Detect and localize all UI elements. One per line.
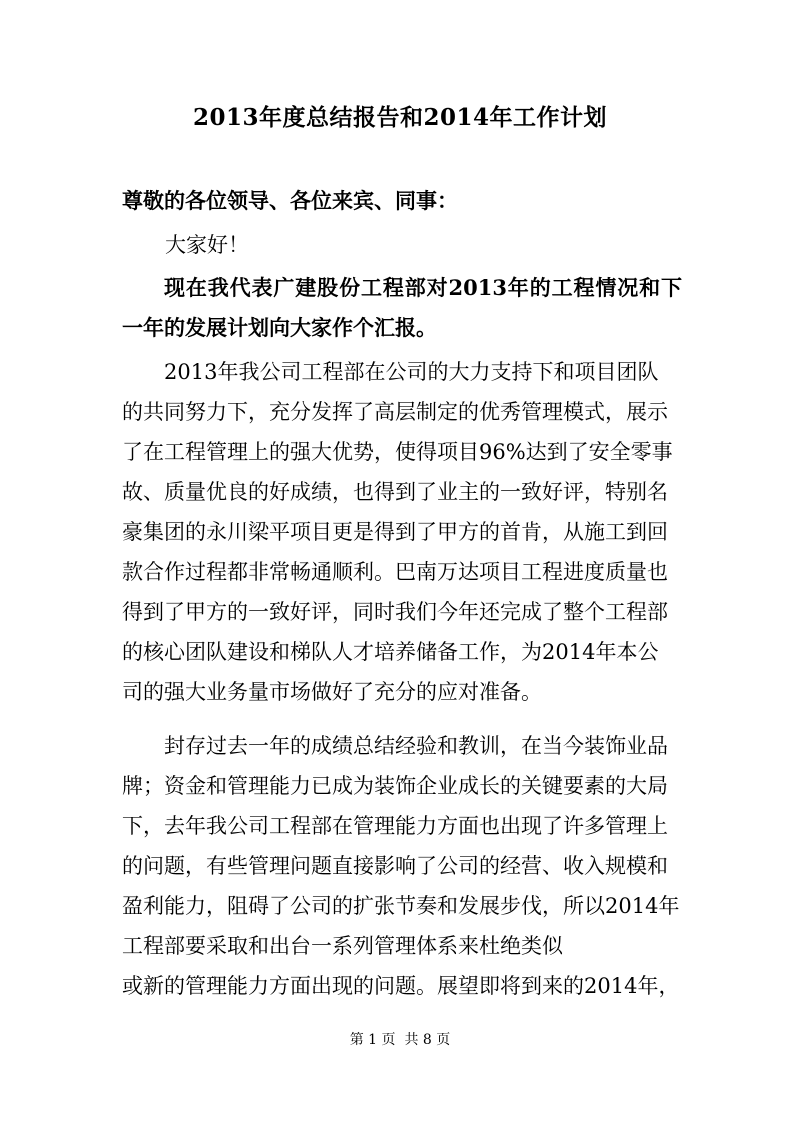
page-number-footer: 第 1 页 共 8 页	[349, 1032, 451, 1048]
salutation: 尊敬的各位领导、各位来宾、同事：	[122, 188, 458, 213]
paragraph-2-line-2: 牌；资金和管理能力已成为装饰企业成长的关键要素的大局	[122, 774, 668, 798]
paragraph-1-line-2: 的共同努力下，充分发挥了高层制定的优秀管理模式，展示	[122, 400, 668, 424]
paragraph-1-line-5: 豪集团的永川梁平项目更是得到了甲方的首肯，从施工到回	[122, 520, 668, 544]
paragraph-1-line-9: 司的强大业务量市场做好了充分的应对准备。	[122, 680, 542, 704]
paragraph-1-line-3: 了在工程管理上的强大优势，使得项目96%达到了安全零事	[122, 440, 673, 464]
paragraph-2-line-4: 的问题，有些管理问题直接影响了公司的经营、收入规模和	[122, 854, 668, 878]
paragraph-2-line-6: 工程部要采取和出台一系列管理体系来杜绝类似	[122, 934, 563, 958]
paragraph-1-line-1: 2013年我公司工程部在公司的大力支持下和项目团队	[164, 360, 659, 384]
intro-paragraph: 现在我代表广建股份工程部对2013年的工程情况和下一年的发展计划向大家作个汇报。	[122, 275, 682, 340]
paragraph-2-line-1: 封存过去一年的成绩总结经验和教训，在当今装饰业品	[164, 734, 668, 758]
paragraph-2-line-5: 盈利能力，阻碍了公司的扩张节奏和发展步伐，所以2014年	[122, 894, 680, 918]
paragraph-1-line-6: 款合作过程都非常畅通顺利。巴南万达项目工程进度质量也	[122, 560, 668, 584]
paragraph-2-line-7: 或新的管理能力方面出现的问题。展望即将到来的2014年，	[122, 974, 680, 998]
document-title: 2013年度总结报告和2014年工作计划	[192, 104, 608, 131]
paragraph-1-line-7: 得到了甲方的一致好评，同时我们今年还完成了整个工程部	[122, 600, 668, 624]
paragraph-2-line-3: 下，去年我公司工程部在管理能力方面也出现了许多管理上	[122, 814, 668, 838]
greeting: 大家好！	[165, 233, 249, 257]
paragraph-1-line-8: 的核心团队建设和梯队人才培养储备工作，为2014年本公	[122, 640, 659, 664]
paragraph-1-line-4: 故、质量优良的好成绩，也得到了业主的一致好评，特别名	[122, 480, 668, 504]
